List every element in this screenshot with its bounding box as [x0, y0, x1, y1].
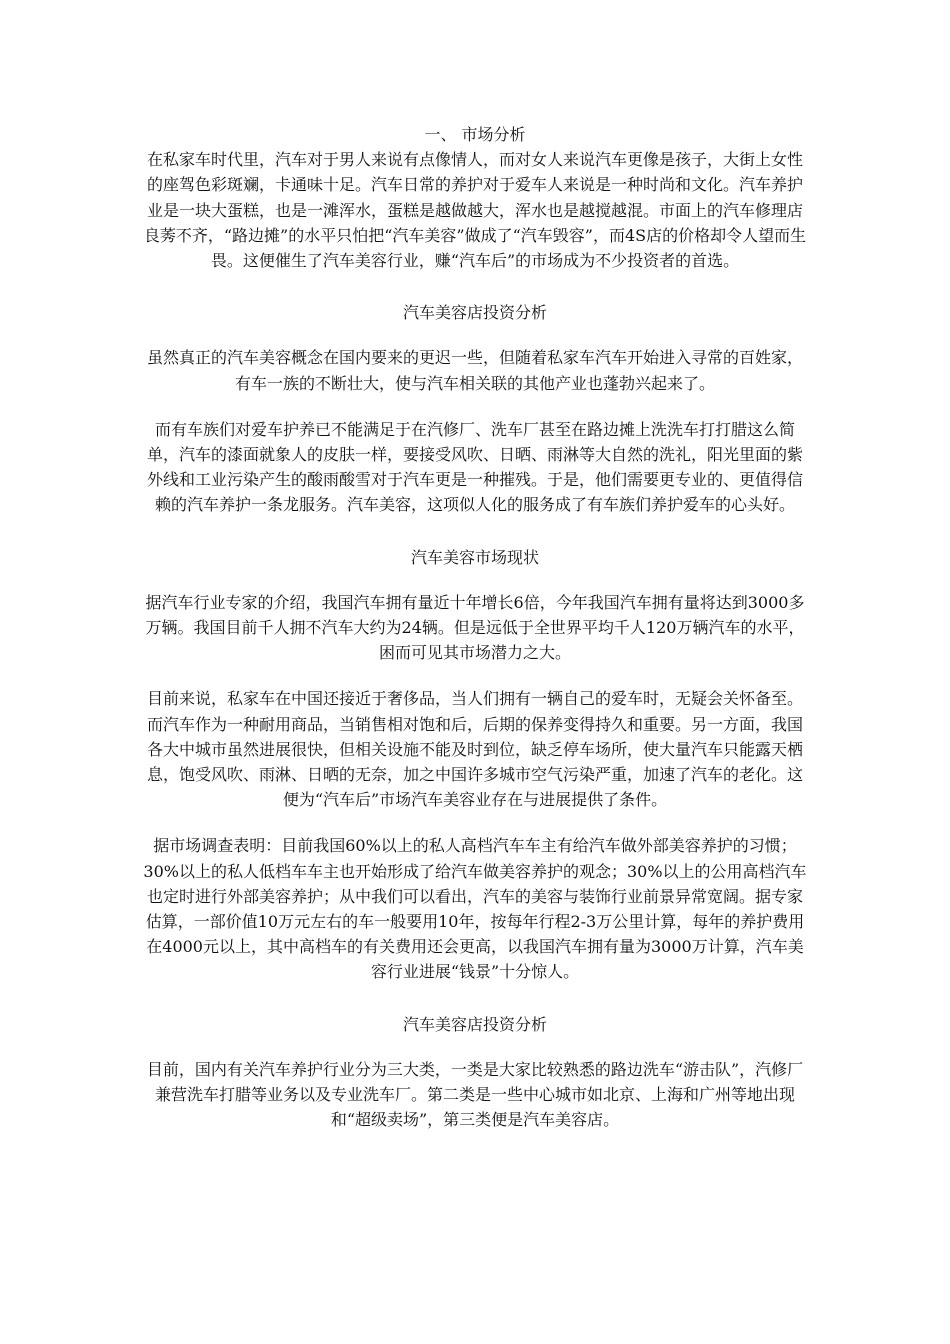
paragraph-car-owners: 而有车族们对爱车护养已不能满足于在汽修厂、洗车厂甚至在路边摊上洗洗车打打腊这么简单，汽车的漆面就象人的皮肤一样，要接受风吹、日晒、雨淋等大自然的洗礼，阳光里面的紫外线和工业污染产生的酸雨酸雪对于汽车更是一种摧残。于是，他们需要更专业的、更值得信赖的汽车养护一条龙服务。汽车美容，这项似人化的服务成了有车族们养护爱车的心头好。 — [146, 419, 803, 515]
paragraph-intro: 在私家车时代里，汽车对于男人来说有点像情人，而对女人来说汽车更像是孩子，大街上女性的座驾色彩斑斓，卡通味十足。汽车日常的养护对于爱车人来说是一种时尚和文化。汽车养护业是一块大蛋糕，也是一滩浑水，蛋糕是越做越大，浑水也是越搅越混。市面上的汽车修理店良莠不齐，“路边摊”的水平只怕把“汽车美容”做成了“汽车毁容”，而4S店的价格却令人望而生畏。这便催生了汽车美容行业，赚“汽车后”的市场成为不少投资者的首选。 — [143, 150, 807, 271]
paragraph-concept: 虽然真正的汽车美容概念在国内要来的更迟一些，但随着私家车汽车开始进入寻常的百姓家，有车一族的不断壮大，使与汽车相关联的其他产业也蓬勃兴起来了。 — [146, 348, 803, 393]
spacer — [140, 273, 810, 300]
spacer — [140, 665, 810, 686]
spacer — [140, 985, 810, 1012]
spacer — [140, 570, 810, 590]
section-heading-investment-analysis: 汽车美容店投资分析 — [402, 303, 547, 323]
spacer — [140, 812, 810, 833]
section-heading-investment-analysis-2: 汽车美容店投资分析 — [402, 1014, 547, 1034]
spacer — [140, 518, 810, 545]
document-body — [140, 122, 810, 1133]
paragraph-categories: 目前，国内有关汽车养护行业分为三大类，一类是大家比较熟悉的路边洗车“游击队”，汽修厂兼营洗车打腊等业务以及专业洗车厂。第二类是一些中心城市如北京、上海和广州等地出现和“超级卖场”，第三类便是汽车美容店。 — [146, 1059, 804, 1130]
paragraph-private-cars: 目前来说，私家车在中国还接近于奢侈品，当人们拥有一辆自己的爱车时，无疑会关怀备至。而汽车作为一种耐用商品，当销售相对饱和后，后期的保养变得持久和重要。另一方面，我国各大中城市虽然进展很快，但相关设施不能及时到位，缺乏停车场所，使大量汽车只能露天栖息，饱受风吹、雨淋、日晒的无奈，加之中国许多城市空气污染严重，加速了汽车的老化。这便为“汽车后”市场汽车美容业存在与进展提供了条件。 — [146, 689, 803, 810]
spacer — [140, 396, 810, 417]
paragraph-expert: 据汽车行业专家的介绍，我国汽车拥有量近十年增长6倍，今年我国汽车拥有量将达到3000多万辆。我国目前千人拥不汽车大约为24辆。但是远低于全世界平均千人120万辆汽车的水平，困而可见其市场潜力之大。 — [145, 592, 805, 663]
section-heading-market-analysis: 一、 市场分析 — [424, 125, 526, 144]
spacer — [140, 1037, 810, 1057]
spacer — [140, 325, 810, 345]
paragraph-survey: 据市场调查表明：目前我国60%以上的私人高档汽车车主有给汽车做外部美容养护的习惯；30%以上的私人低档车车主也开始形成了给汽车做美容养护的观念；30%以上的公用高档汽车也定时进行外部美容养护；从中我们可以看出，汽车的美容与装饰行业前景异常宽阔。据专家估算，一部价值10万元左右的车一般要用10年，按每年行程2-3万公里计算，每年的养护费用在4000元以上，其中高档车的有关费用还会更高，以我国汽车拥有量为3000万计算，汽车美容行业进展“钱景”十分惊人。 — [143, 836, 807, 982]
section-heading-market-status: 汽车美容市场现状 — [410, 547, 539, 567]
